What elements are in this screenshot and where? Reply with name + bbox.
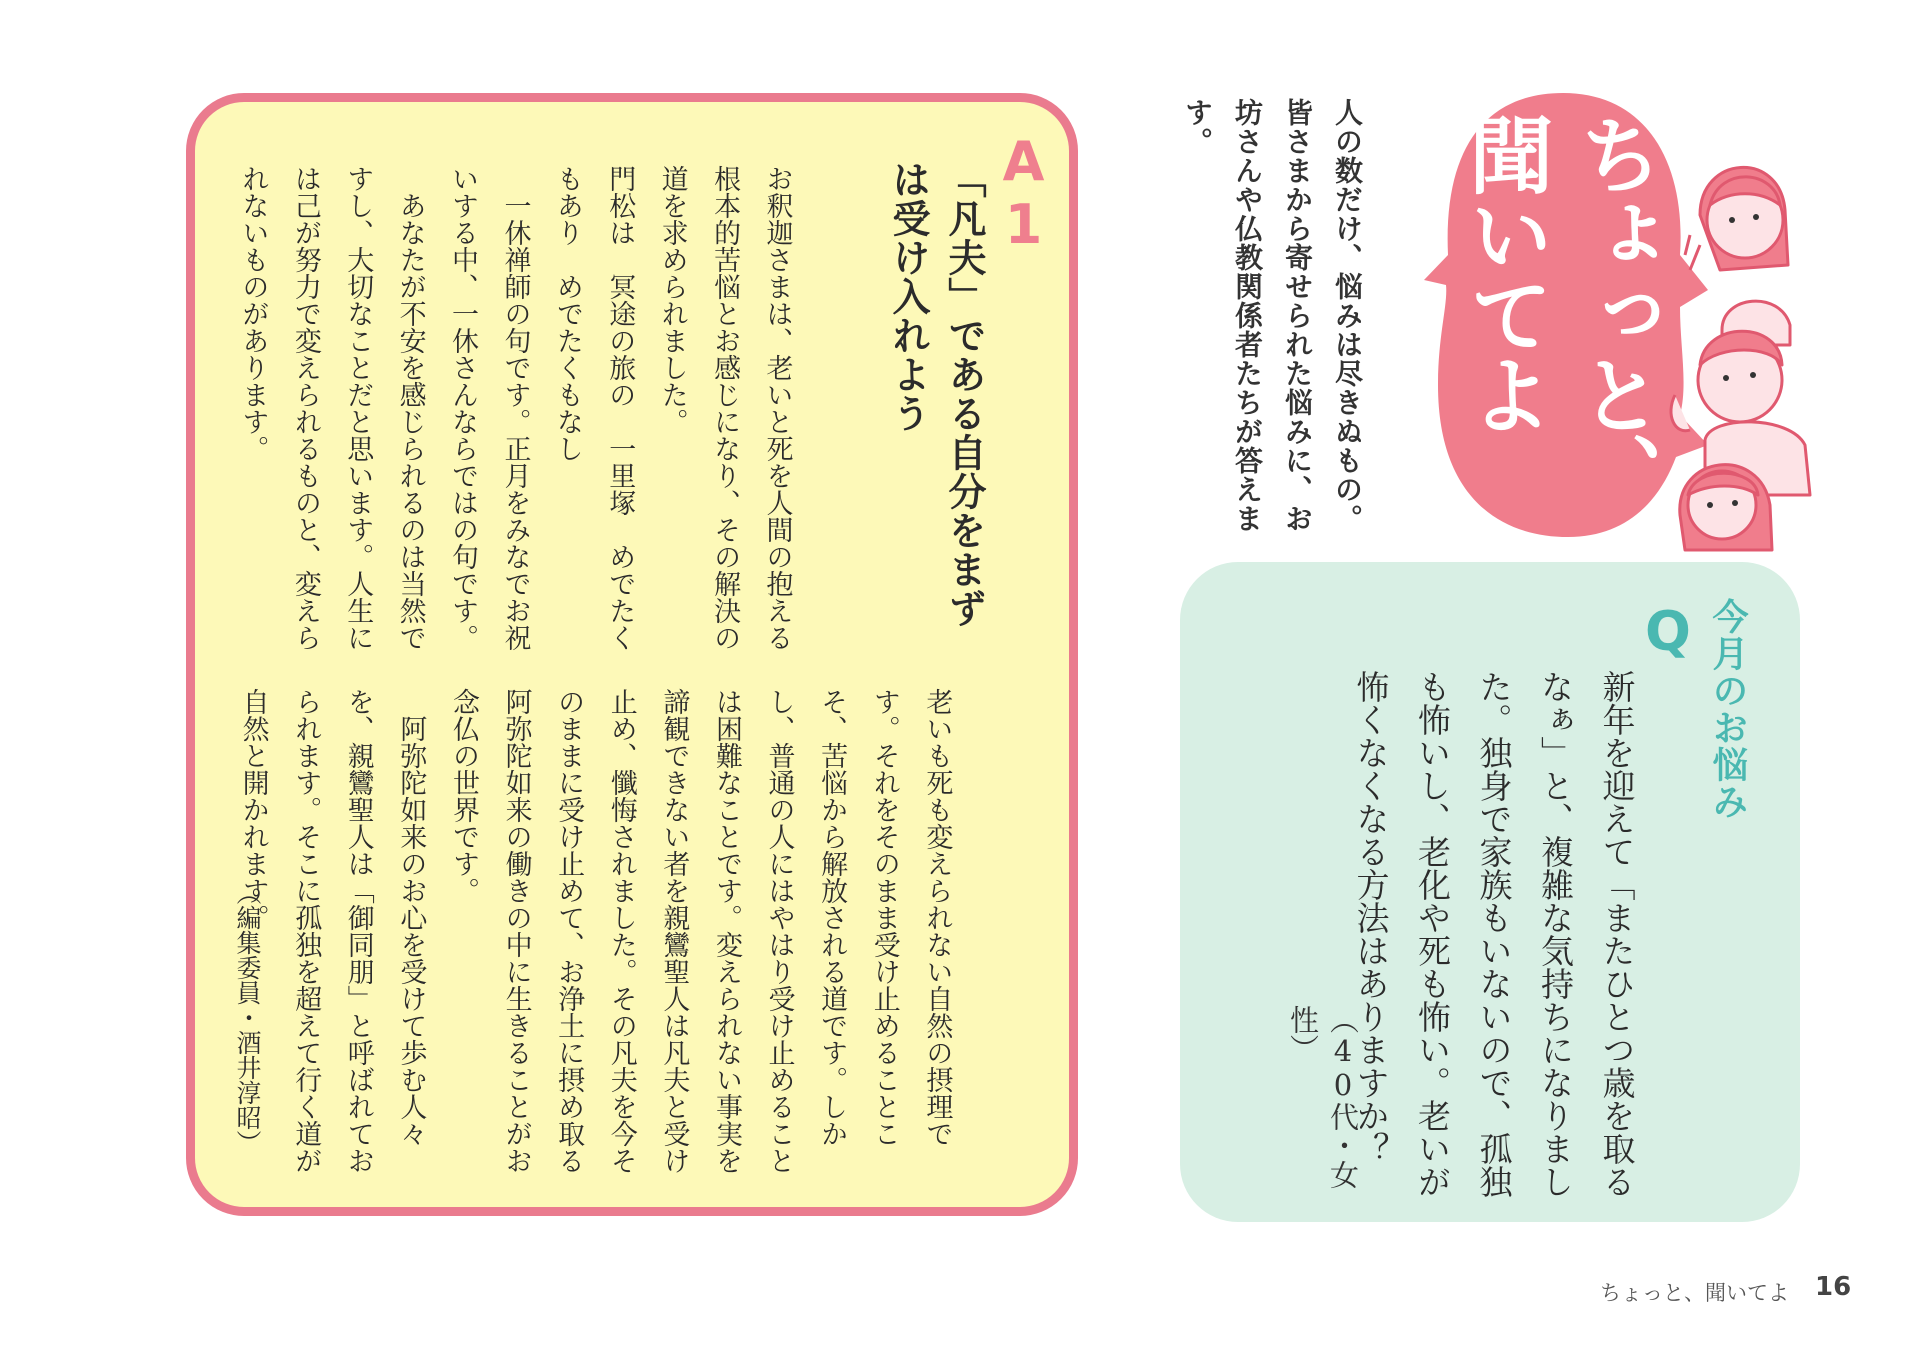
answer-body-bottom	[226, 688, 962, 1198]
answer-signature: （編集委員・酒井淳昭）	[233, 880, 262, 1155]
page-title: ちょっと、聞いてよ	[1456, 112, 1664, 512]
question-text: 新年を迎えて「またひとつ歳を取るなぁ」と、複雑な気持ちになりました。独身で家族もいないので、孤独も怖いし、老化や死も怖い。老いが怖くなくなる方法はありますか？	[1351, 670, 1637, 1198]
intro-text: 人の数だけ、悩みは尽きぬもの。皆さまから寄せられた悩みに、お坊さんや仏教関係者たちが答えます。	[1181, 98, 1364, 533]
answer-mark: A1	[992, 130, 1055, 256]
answer-paragraph: 一休禅師の句です。正月をみなでお祝いする中、一休さんならではの句です。	[447, 165, 531, 651]
page-number: 16	[1815, 1272, 1852, 1302]
answer-paragraph: お釈迦さまは、老いと死を人間の抱える根本的苦悩とお感じになり、その解決の道を求められました。	[656, 165, 793, 651]
people-illustration	[1660, 95, 1830, 555]
question-mark: Q	[1645, 600, 1691, 663]
answer-poem: 門松は 冥途の旅の 一里塚 めでたくもあり めでたくもなし	[551, 165, 636, 651]
footer-section-title: ちょっと、聞いてよ	[1600, 1281, 1789, 1305]
answer-title: 「凡夫」である自分をまずは受け入れよう	[886, 160, 987, 628]
answer-paragraph: 阿弥陀如来のお心を受けて歩む人々を、親鸞聖人は「御同朋」と呼ばれておられます。そこに孤独を超えて行く道が自然と開かれます。	[237, 688, 427, 1174]
answer-body-top	[226, 165, 802, 673]
question-label: 今月のお悩み	[1707, 598, 1748, 820]
answer-paragraph: あなたが不安を感じられるのは当然ですし、大切なことだと思います。人生には己が努力で変えられるものと、変えられないものがあります。	[237, 165, 426, 651]
question-author: （40代・女性）	[1286, 1005, 1360, 1189]
answer-paragraph: 老いも死も変えられない自然の摂理です。それをそのまま受け止めることこそ、苦悩から解放される道です。しかし、普通の人にはやはり受け止めることは困難なことです。変えられない事実を諦観できない者を親鸞聖人は凡夫と受け止め、懺悔されました。その凡夫を今そのままに受け止めて、お浄土に摂め取る阿弥陀如来の働きの中に生きることがお念仏の世界です。	[447, 688, 953, 1174]
